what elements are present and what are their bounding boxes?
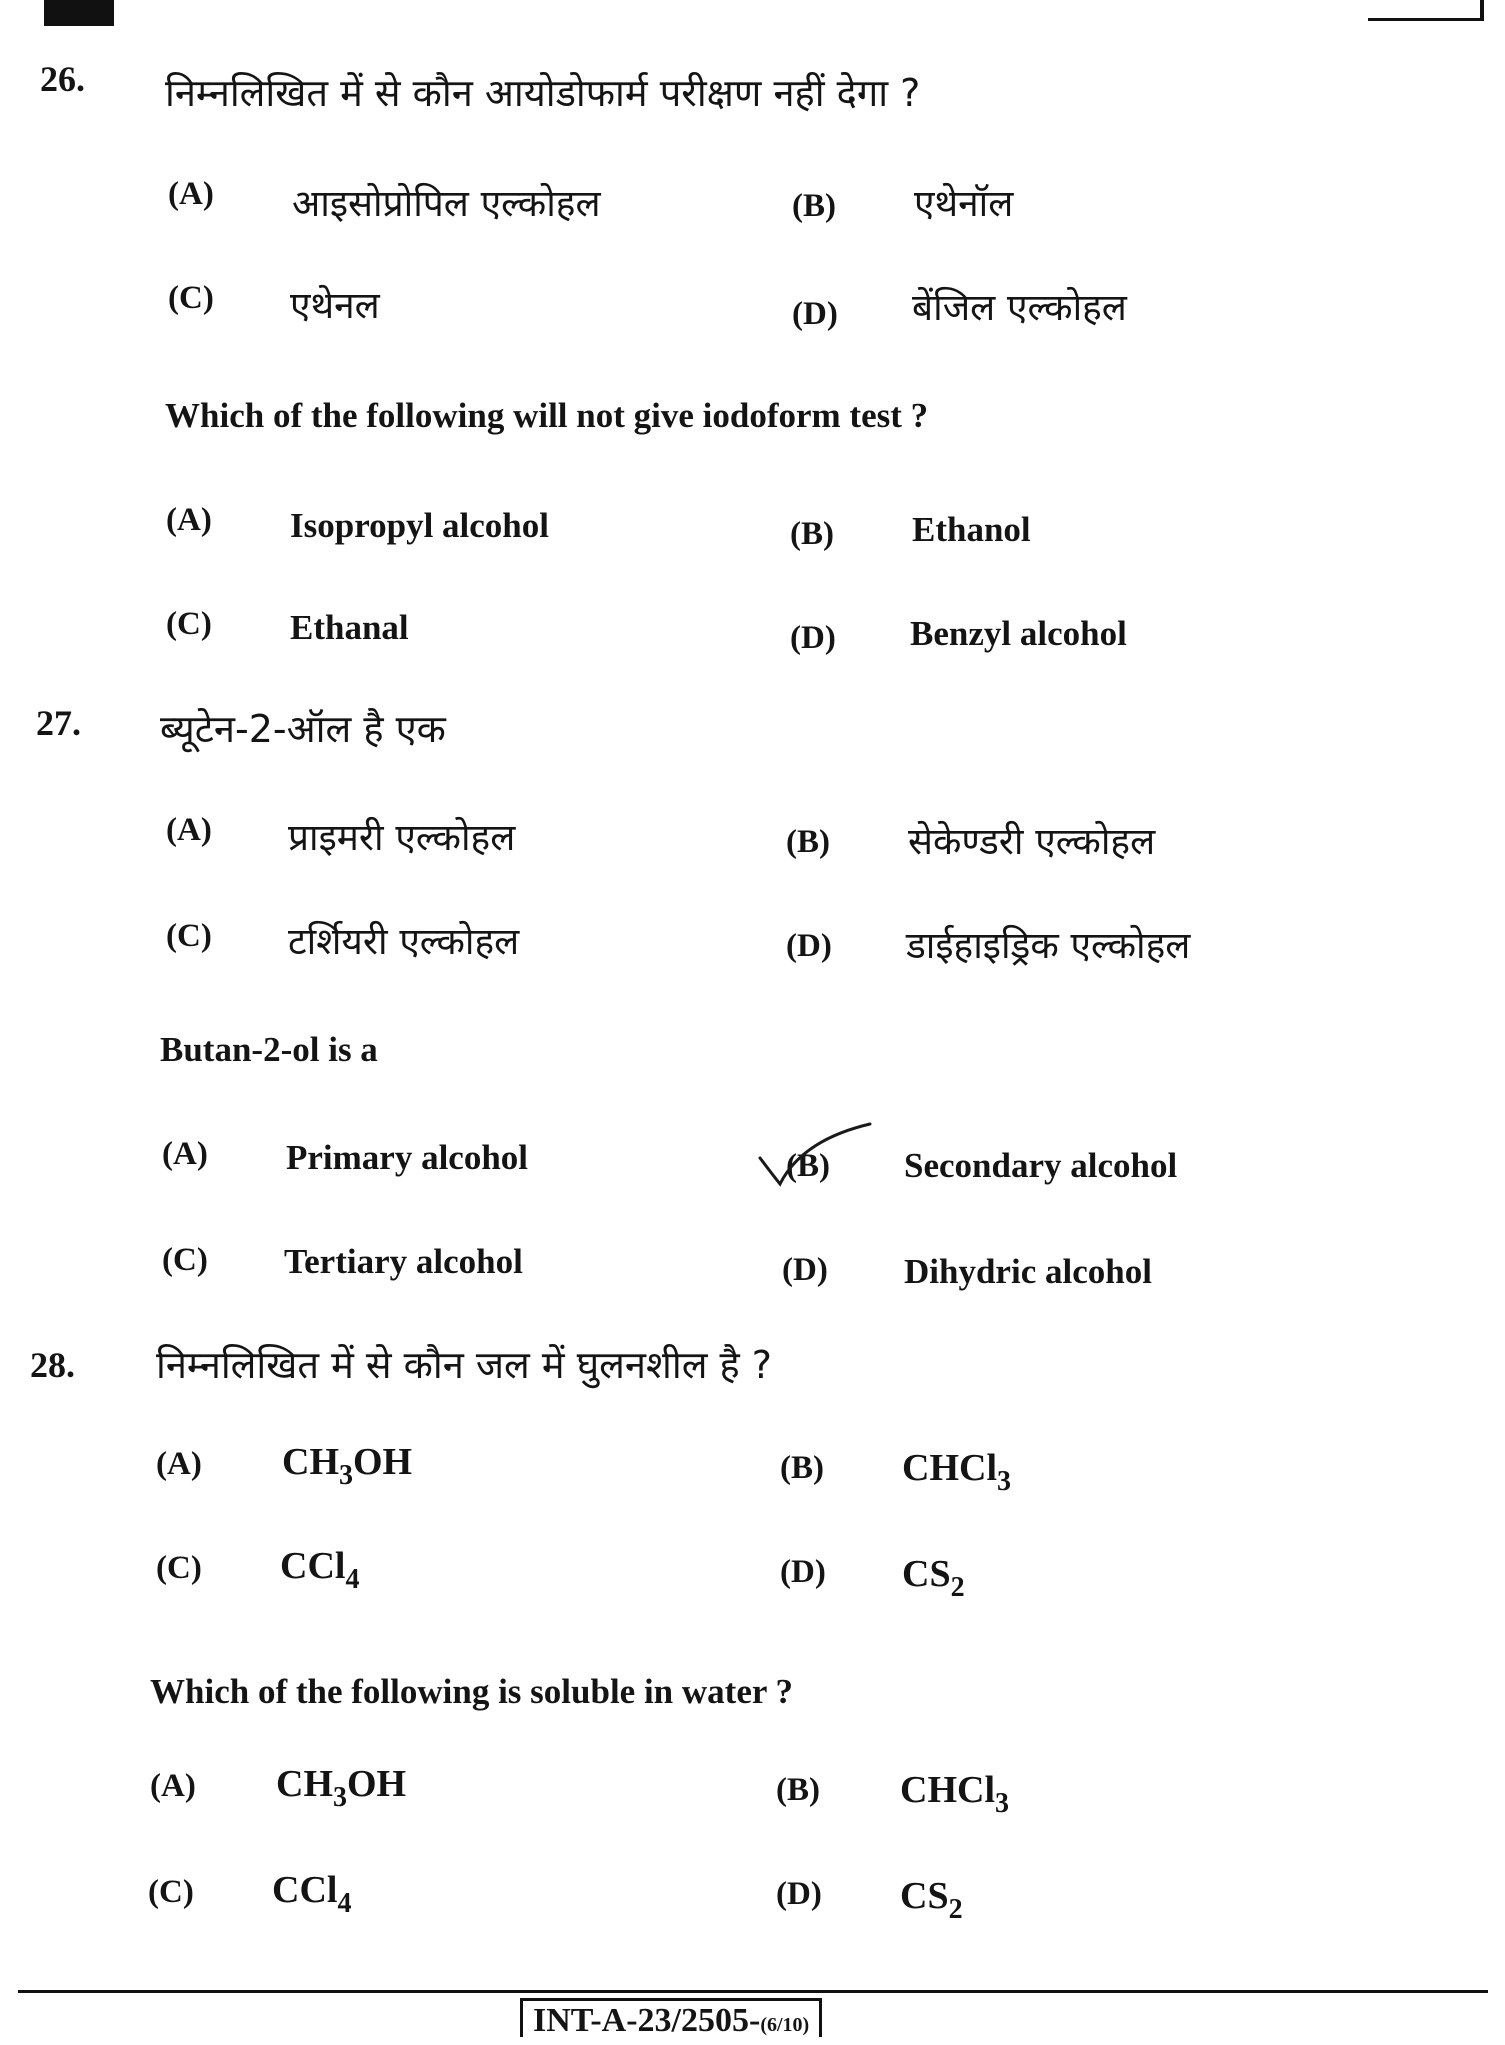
page-number-bracket <box>1368 0 1484 21</box>
q26-hindi-option-d-text: बेंजिल एल्कोहल <box>912 286 1127 329</box>
q26-hindi-option-a-text: आइसोप्रोपिल एल्कोहल <box>292 182 601 225</box>
question-27-number: 27. <box>36 703 81 743</box>
q28-hindi-option-b-label: (B) <box>780 1450 824 1486</box>
q26-english-option-a-text: Isopropyl alcohol <box>290 506 549 545</box>
question-26-number: 26. <box>40 59 85 99</box>
q28-english-option-a-label: (A) <box>150 1768 196 1804</box>
q27-hindi-option-a-label: (A) <box>166 812 212 848</box>
page-corner-mark <box>44 0 114 26</box>
paper-code: INT-A-23/2505- <box>533 2002 761 2039</box>
q28-hindi-option-b-formula: CHCl$_3$ <box>902 1447 1011 1497</box>
q28-english-option-c-formula: CCl$_4$ <box>272 1869 352 1919</box>
q28-english-option-d-label: (D) <box>776 1876 822 1912</box>
footer-rule <box>18 1990 1488 1993</box>
q26-english-option-d-label: (D) <box>790 620 836 656</box>
q26-english-option-b-text: Ethanol <box>912 510 1031 549</box>
q27-english-option-a-text: Primary alcohol <box>286 1138 529 1177</box>
q26-hindi-option-d-label: (D) <box>792 296 838 332</box>
q26-hindi-option-a-label: (A) <box>168 176 214 212</box>
question-28-number: 28. <box>30 1345 75 1385</box>
question-26-english-text: Which of the following will not give iodoform test ? <box>165 396 929 435</box>
q27-hindi-option-b-label: (B) <box>786 824 830 860</box>
q27-hindi-option-d-text: डाईहाइड्रिक एल्कोहल <box>906 924 1191 967</box>
q26-english-option-d-text: Benzyl alcohol <box>910 614 1127 653</box>
page-indicator: (6/10) <box>760 2014 810 2036</box>
q28-hindi-option-d-label: (D) <box>780 1554 826 1590</box>
q28-english-option-d-formula: $CS_2$ <box>900 1875 963 1925</box>
q27-hindi-option-c-text: टर्शियरी एल्कोहल <box>288 920 520 963</box>
q26-english-option-b-label: (B) <box>790 516 834 552</box>
q27-english-option-b-text: Secondary alcohol <box>904 1146 1178 1185</box>
q27-english-option-d-label: (D) <box>782 1252 828 1288</box>
q27-english-option-c-label: (C) <box>162 1242 208 1278</box>
q27-hindi-option-c-label: (C) <box>166 918 212 954</box>
q27-hindi-option-d-label: (D) <box>786 928 832 964</box>
q26-english-option-c-text: Ethanal <box>290 608 409 647</box>
question-28-english-text: Which of the following is soluble in water ? <box>150 1672 794 1711</box>
q26-hindi-option-b-label: (B) <box>792 188 836 224</box>
q28-english-option-a-formula: $CH_3OH$ <box>276 1763 407 1813</box>
q26-english-option-a-label: (A) <box>166 502 212 538</box>
q28-hindi-option-a-formula: $CH_3OH$ <box>282 1441 413 1491</box>
q27-english-option-b-label: (B) <box>786 1148 830 1184</box>
footer-paper-code <box>520 1998 822 2037</box>
q26-english-option-c-label: (C) <box>166 606 212 642</box>
handwritten-tick-mark-icon <box>758 1118 878 1188</box>
q26-hindi-option-c-text: एथेनल <box>290 284 380 327</box>
question-27-english-text: Butan-2-ol is a <box>160 1030 378 1069</box>
q26-hindi-option-b-text: एथेनॉल <box>914 182 1014 225</box>
q28-hindi-option-c-formula: CCl$_4$ <box>280 1545 360 1595</box>
q28-english-option-b-formula: CHCl$_3$ <box>900 1769 1009 1819</box>
question-28-hindi-text: निम्नलिखित में से कौन जल में घुलनशील है ? <box>156 1343 772 1387</box>
q27-english-option-d-text: Dihydric alcohol <box>904 1252 1152 1291</box>
q28-english-option-c-label: (C) <box>148 1874 194 1910</box>
question-27-hindi-text: ब्यूटेन-2-ऑल है एक <box>160 707 446 751</box>
q28-hindi-option-c-label: (C) <box>156 1550 202 1586</box>
q27-hindi-option-a-text: प्राइमरी एल्कोहल <box>288 816 516 859</box>
q27-english-option-c-text: Tertiary alcohol <box>284 1242 523 1281</box>
q28-hindi-option-a-label: (A) <box>156 1446 202 1482</box>
q28-hindi-option-d-formula: $CS_2$ <box>902 1553 965 1603</box>
q28-english-option-b-label: (B) <box>776 1772 820 1808</box>
q27-english-option-a-label: (A) <box>162 1136 208 1172</box>
q26-hindi-option-c-label: (C) <box>168 280 214 316</box>
q27-hindi-option-b-text: सेकेण्डरी एल्कोहल <box>908 820 1156 863</box>
question-26-hindi-text: निम्नलिखित में से कौन आयोडोफार्म परीक्षण नहीं देगा ? <box>165 71 921 115</box>
